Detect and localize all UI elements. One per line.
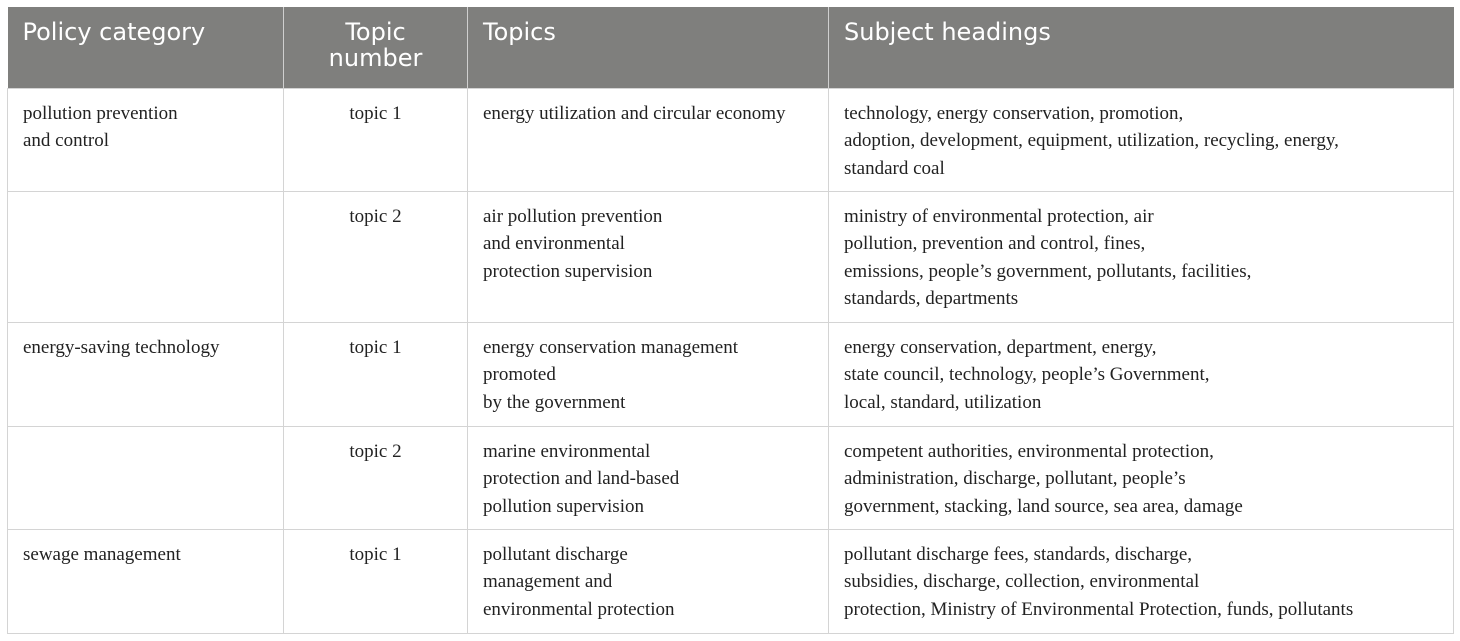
table-row bbox=[8, 426, 1454, 529]
header-row bbox=[8, 7, 1454, 88]
table-row bbox=[8, 529, 1454, 633]
cell-topics: energy conservation management promoted by the government bbox=[468, 322, 829, 426]
cell-policy-category: energy-saving technology bbox=[8, 322, 284, 426]
policy-topics-table-container bbox=[7, 7, 1453, 634]
cell-topic-number: topic 1 bbox=[284, 88, 468, 191]
header-topic-number: Topic number bbox=[284, 7, 468, 88]
cell-topics: energy utilization and circular economy bbox=[468, 88, 829, 191]
cell-topic-number: topic 2 bbox=[284, 426, 468, 529]
cell-subject-headings: ministry of environmental protection, air pollution, prevention and control, fines, emissions, people’s government, pollutants, facilities, standards, departments bbox=[829, 191, 1454, 322]
cell-policy-category: sewage management bbox=[8, 529, 284, 633]
table-row bbox=[8, 322, 1454, 426]
table-row bbox=[8, 88, 1454, 191]
cell-subject-headings: energy conservation, department, energy, state council, technology, people’s Government, local, standard, utilization bbox=[829, 322, 1454, 426]
cell-policy-category: pollution prevention and control bbox=[8, 88, 284, 191]
cell-topics: marine environmental protection and land-based pollution supervision bbox=[468, 426, 829, 529]
cell-topic-number: topic 2 bbox=[284, 191, 468, 322]
header-subject-headings: Subject headings bbox=[829, 7, 1454, 88]
policy-topics-table bbox=[7, 7, 1454, 634]
cell-topics: pollutant discharge management and environmental protection bbox=[468, 529, 829, 633]
header-topics: Topics bbox=[468, 7, 829, 88]
cell-topic-number: topic 1 bbox=[284, 529, 468, 633]
cell-policy-category bbox=[8, 426, 284, 529]
cell-topics: air pollution prevention and environmental protection supervision bbox=[468, 191, 829, 322]
cell-subject-headings: technology, energy conservation, promotion, adoption, development, equipment, utilization, recycling, energy, standard coal bbox=[829, 88, 1454, 191]
table-body bbox=[8, 88, 1454, 633]
cell-policy-category bbox=[8, 191, 284, 322]
cell-subject-headings: competent authorities, environmental protection, administration, discharge, pollutant, people’s government, stacking, land source, sea area, damage bbox=[829, 426, 1454, 529]
header-policy-category: Policy category bbox=[22, 18, 206, 46]
cell-topic-number: topic 1 bbox=[284, 322, 468, 426]
cell-subject-headings: pollutant discharge fees, standards, discharge, subsidies, discharge, collection, environmental protection, Ministry of Environmental Protection, funds, pollutants bbox=[829, 529, 1454, 633]
table-row bbox=[8, 191, 1454, 322]
table-header bbox=[8, 7, 1454, 88]
